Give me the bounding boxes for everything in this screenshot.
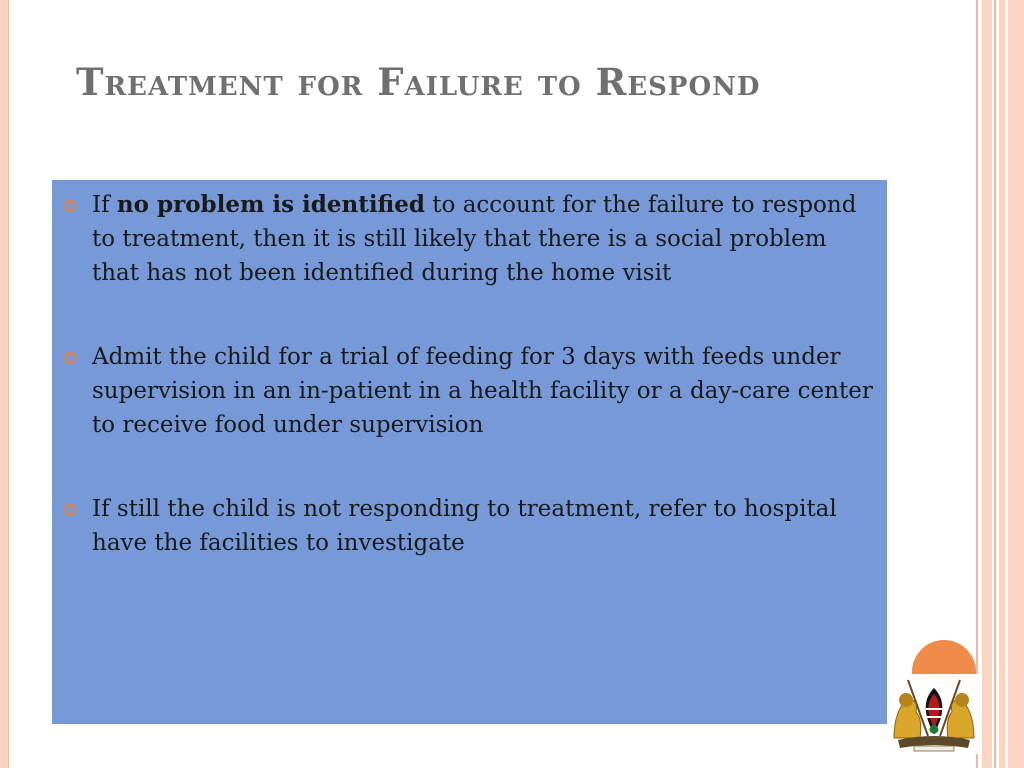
slide-title: Treatment for Failure to Respond bbox=[76, 60, 761, 104]
right-decorative-stripes bbox=[976, 0, 1024, 768]
content-box bbox=[52, 180, 887, 724]
bullet-icon bbox=[64, 352, 76, 364]
bullet-text-bold: no problem is identified bbox=[116, 191, 425, 218]
bullet-text: If still the child is not responding to treatment, refer to hospital have the facilities to investigate bbox=[92, 496, 837, 556]
bullet-text-prefix: If bbox=[92, 192, 117, 218]
kenya-coat-of-arms-icon bbox=[888, 674, 980, 754]
bullet-text: Admit the child for a trial of feeding for 3 days with feeds under supervision in an in-patient in a health facility or a day-care center to receive food under supervision bbox=[92, 344, 873, 438]
bullet-list bbox=[64, 188, 877, 560]
bullet-icon bbox=[64, 200, 76, 212]
bullet-item bbox=[64, 188, 877, 290]
bullet-item bbox=[64, 340, 877, 442]
bullet-text-suffix: to account for the failure to respond to treatment, then it is still likely that there is a social problem that has not been identified during the home visit bbox=[92, 192, 857, 286]
bullet-item bbox=[64, 492, 877, 560]
left-accent-strip bbox=[0, 0, 9, 768]
bullet-icon bbox=[64, 504, 76, 516]
